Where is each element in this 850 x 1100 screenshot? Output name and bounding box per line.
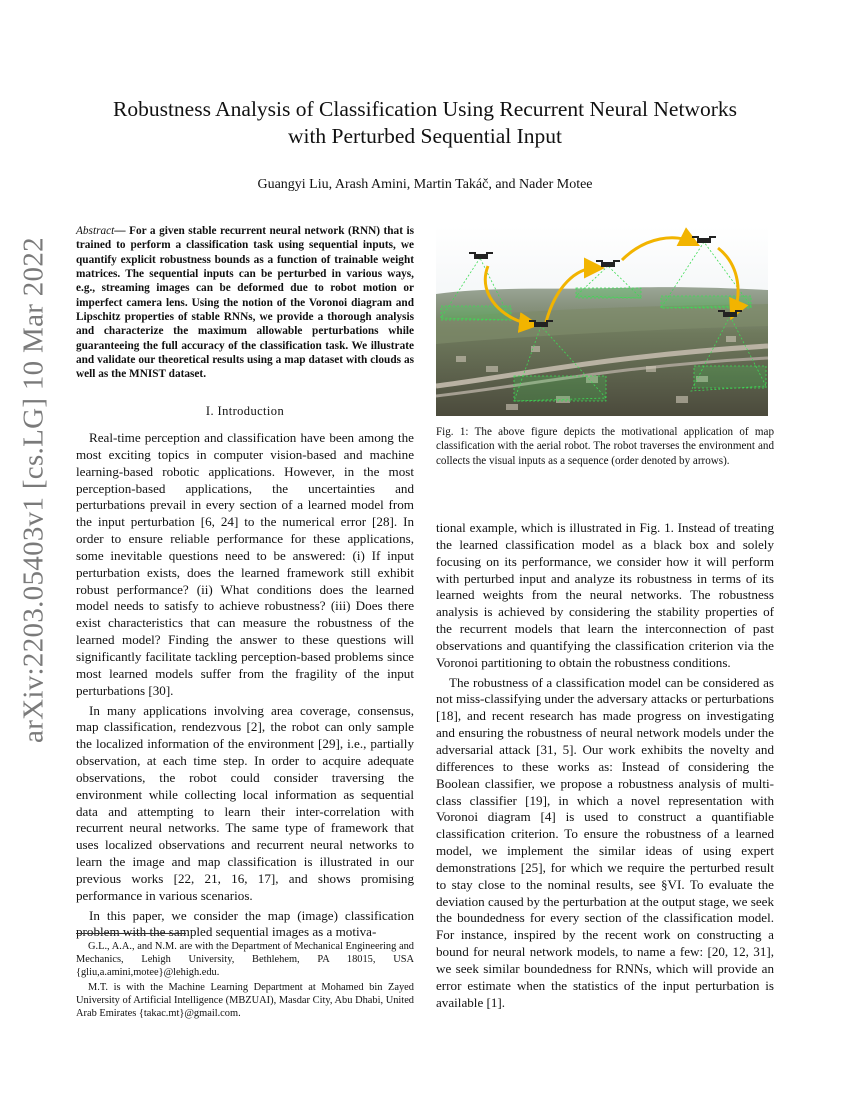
right-paragraph-1: tional example, which is illustrated in Fig. 1. Instead of treating the learned classification model as a black box and solely focusing on its performance, we consider how it will perform with perturbed input and analyze its robustness in terms of its learned weights from the neural networks. The robustness analysis is achieved by considering the stability properties of the recurrent models that learn the interconnection of past observations and quantifying the classification criterion via the Voronoi partitioning to obtain the robustness conditions. — [436, 520, 774, 670]
section-heading: I. Introduction — [205, 404, 285, 418]
abstract-label: Abstract — [76, 225, 115, 237]
figure-caption: Fig. 1: The above figure depicts the motivational application of map classification with the aerial robot. The robot traverses the environment and collects the visual inputs as a sequence (order denoted by arrows). — [436, 426, 774, 467]
footnote-rule — [76, 933, 186, 934]
title-line-2: with Perturbed Sequential Input — [287, 124, 563, 148]
arxiv-stamp — [17, 237, 50, 743]
intro-paragraph-1: Real-time perception and classification have been among the most exciting topics in computer vision-based and machine learning-based robotic applications. However, in the most perception-based applications, the uncertainties and perturbations prevail in every section of a learned model from the input perturbation [6, 24] to the numerical error [28]. In order to ensure reliable performance for these applications, some inevitable questions need to be answered: (i) If input perturbation exists, does the learned framework still exhibit robust performance? (ii) What conditions does the learned model needs to satisfy to achieve robustness? (iii) Does there exist characteristics that can measure the robustness of the learned model? Finding the answer to these questions will significantly facilitate tackling perception-based problems since most learned models suffer from the fragility of the input perturbations [30]. — [76, 430, 414, 698]
intro-column — [76, 430, 414, 944]
abstract — [76, 224, 414, 382]
paper-title — [60, 96, 790, 150]
arxiv-id: arXiv:2203.05403v1 [cs.LG] 10 Mar 2022 — [17, 237, 50, 743]
title-line-1: Robustness Analysis of Classification Using Recurrent Neural Networks — [112, 97, 737, 121]
aerial-robot-illustration — [436, 226, 768, 416]
footnotes — [76, 940, 414, 1022]
right-column — [436, 520, 774, 1014]
intro-paragraph-2: In many applications involving area coverage, consensus, map classification, rendezvous [2], the robot can only sample the localized information of the environment [29], i.e., partially observation, at each time step. In order to acquire adequate observations, the robot could consider traversing the environment while collecting local information as sequential data and attempting to learn their inter-correlation with recurrent neural networks. The same type of framework that uses localized observations and recurrent neural networks to learn the image and map classification is illustrated in our previous works [22, 21, 16, 17], and shows promising performance in various scenarios. — [76, 702, 414, 903]
intro-paragraph-3: In this paper, we consider the map (image) classification problem with the sampled sequential images as a motiva- — [76, 907, 414, 940]
footnote-affiliation-1: G.L., A.A., and N.M. are with the Department of Mechanical Engineering and Mechanics, Lehigh University, Bethlehem, PA 18015, USA {gliu,a.amini,motee}@lehigh.edu. — [76, 941, 414, 978]
footnote-affiliation-2: M.T. is with the Machine Learning Department at Mohamed bin Zayed University of Artificial Intelligence (MBZUAI), Masdar City, Abu Dhabi, United Arab Emirates {takac.mt}@gmail.com. — [76, 982, 414, 1019]
figure-aerial-robot — [436, 226, 768, 416]
abstract-text: — For a given stable recurrent neural network (RNN) that is trained to perform a classification task using sequential inputs, we quantify explicit robustness bounds as a function of trainable weight matrices. The sequential inputs can be perturbed in various ways, e.g., streaming images can be deformed due to robot motion or imperfect camera lens. Using the notion of the Voronoi diagram and Lipschitz properties of stable RNNs, we provide a thorough analysis and characterize the maximum allowable perturbations while guaranteeing the full accuracy of the classification task. We illustrate and validate our theoretical results using a map dataset with clouds as well as the MNIST dataset. — [76, 225, 414, 381]
right-paragraph-2: The robustness of a classification model can be considered as not miss-classifying under the adversary attacks or perturbations [18], and recent research has made progress on investigating and ensuring the robustness of neural network models under the adversarial attack [31, 5]. Our work exhibits the novelty and differences to these works as: Instead of considering the Boolean classifier, we propose a robustness analysis of multi-class classifier [19], in which a novel representation with Voronoi diagram [4] is used to construct a quantifiable classification criterion. To ensure the robustness of a learned model, we implement the similar ideas of using expert demonstrations [25], for which we require the perturbed result to stay close to the nominal results, see §VI. To evaluate the deviation caused by the perturbation at the output stage, we seek the boundedness for every section of the classification model. For instance, inspired by the recent work on constructing a bound for neural network models, to name a few: [20, 12, 31], we seek similar boundedness for RNNs, which will provide an error estimate when the statistics of the input perturbation is available [1]. — [436, 674, 774, 1010]
author-list: Guangyi Liu, Arash Amini, Martin Takáč, and Nader Motee — [257, 177, 593, 192]
